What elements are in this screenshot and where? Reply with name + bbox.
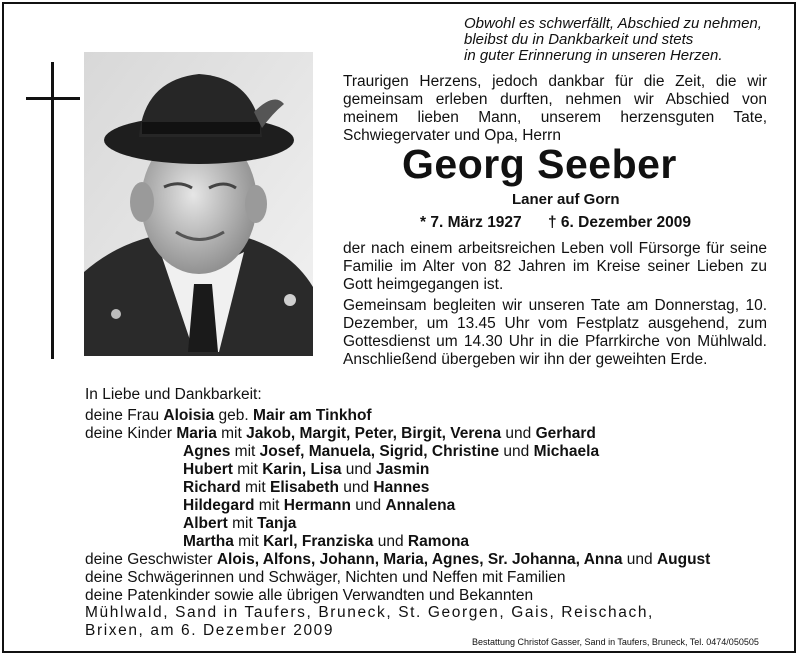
mourner-line [85,569,566,587]
mourner-text: mit [227,515,258,532]
cross-icon-bar [26,97,80,100]
mourner-line [183,515,296,533]
places-line: Brixen, am 6. Dezember 2009 [85,622,335,639]
mourner-text: deine Schwägerinnen und Schwäger, Nichten und Neffen mit Familien [85,569,566,586]
mourner-name: Albert [183,515,228,532]
portrait-photo [84,52,313,356]
mourners-heading: In Liebe und Dankbarkeit: [85,386,262,403]
mourner-text: deine Patenkinder sowie alle übrigen Verwandten und Bekannten [85,587,534,604]
mourner-name: Michaela [533,443,600,460]
mourner-text: und [499,443,534,460]
mourner-text: und [341,461,376,478]
mourner-line [85,587,533,605]
motto-line: in guter Erinnerung in unseren Herzen. [464,47,723,64]
mourner-line [85,407,372,425]
mourner-name: Martha [183,533,234,550]
mourner-line [183,461,429,479]
mourner-name: Alois, Alfons, Johann, Maria, Agnes, Sr. Johanna, Anna [216,551,623,568]
intro-text: Traurigen Herzens, jedoch dankbar für die Zeit, die wir gemeinsam erleben durften, nehmen wir Abschied von meinem lieben Mann, unserem herzensguten Tate, Schwiegervater und Opa, Herrn [343,73,767,144]
motto-line: bleibst du in Dankbarkeit und stets [464,31,694,48]
mourner-text: mit [230,443,260,460]
mourner-name: Josef, Manuela, Sigrid, Christine [259,443,500,460]
mourner-line [85,425,596,443]
mourner-text: mit [254,497,284,514]
mourner-text: und [373,533,408,550]
places-line: Mühlwald, Sand in Taufers, Bruneck, St. Georgen, Gais, Reischach, [85,604,654,621]
mourner-line [183,497,455,515]
mourner-text: und [350,497,386,514]
mourner-name: Aloisia [163,407,215,424]
mourner-name: Hildegard [183,497,255,514]
mourner-name: August [656,551,711,568]
mourner-name: Maria [176,425,217,442]
life-paragraph: der nach einem arbeitsreichen Leben voll Fürsorge für seine Familie im Alter von 82 Jahren im Kreise seiner Lieben zu Gott heimgegangen ist. [343,240,767,293]
mourner-name: Hermann [283,497,351,514]
mourner-text: mit [232,461,263,478]
deceased-name: Georg Seeber [402,141,677,187]
mourner-line [85,551,710,569]
mourner-text: mit [216,425,247,442]
mourner-name: Karl, Franziska [263,533,374,550]
mourner-name: Agnes [183,443,231,460]
mourner-name: Ramona [407,533,470,550]
mourner-name: Jakob, Margit, Peter, Birgit, Verena [246,425,502,442]
mourner-text: mit [240,479,270,496]
cross-icon [51,62,54,359]
mourner-name: Annalena [385,497,456,514]
mourner-text: und [338,479,374,496]
places [85,604,654,640]
mourner-name: Mair am Tinkhof [253,407,372,424]
mourner-line [183,533,469,551]
death-date: † 6. Dezember 2009 [548,214,692,231]
mourner-text: deine Frau [85,407,164,424]
mourner-name: Hannes [373,479,430,496]
mourner-text: deine Geschwister [85,551,217,568]
mourner-name: Tanja [257,515,297,532]
mourner-name: Hubert [183,461,233,478]
undertaker-footer: Bestattung Christof Gasser, Sand in Taufers, Bruneck, Tel. 0474/050505 [472,637,759,647]
mourner-name: Jasmin [375,461,430,478]
mourner-text: geb. [214,407,254,424]
mourner-name: Richard [183,479,241,496]
mourner-text: mit [233,533,264,550]
mourner-line [183,479,429,497]
farm-name: Laner auf Gorn [512,191,620,208]
mourner-name: Karin, Lisa [262,461,342,478]
motto-line: Obwohl es schwerfällt, Abschied zu nehmen, [464,15,762,32]
mourner-text: und [501,425,536,442]
mourner-name: Elisabeth [270,479,339,496]
motto [464,16,764,64]
mourner-text: deine Kinder [85,425,177,442]
birth-date: * 7. März 1927 [420,214,522,231]
mourner-text: und [622,551,657,568]
funeral-paragraph: Gemeinsam begleiten wir unseren Tate am Donnerstag, 10. Dezember, um 13.45 Uhr vom Festplatz ausgehend, zum Gottesdienst um 14.30 Uhr in die Pfarrkirche von Mühlwald. Anschließend übergeben wir ihn der geweihten Erde. [343,297,767,368]
mourner-line [183,443,599,461]
mourner-name: Gerhard [535,425,596,442]
